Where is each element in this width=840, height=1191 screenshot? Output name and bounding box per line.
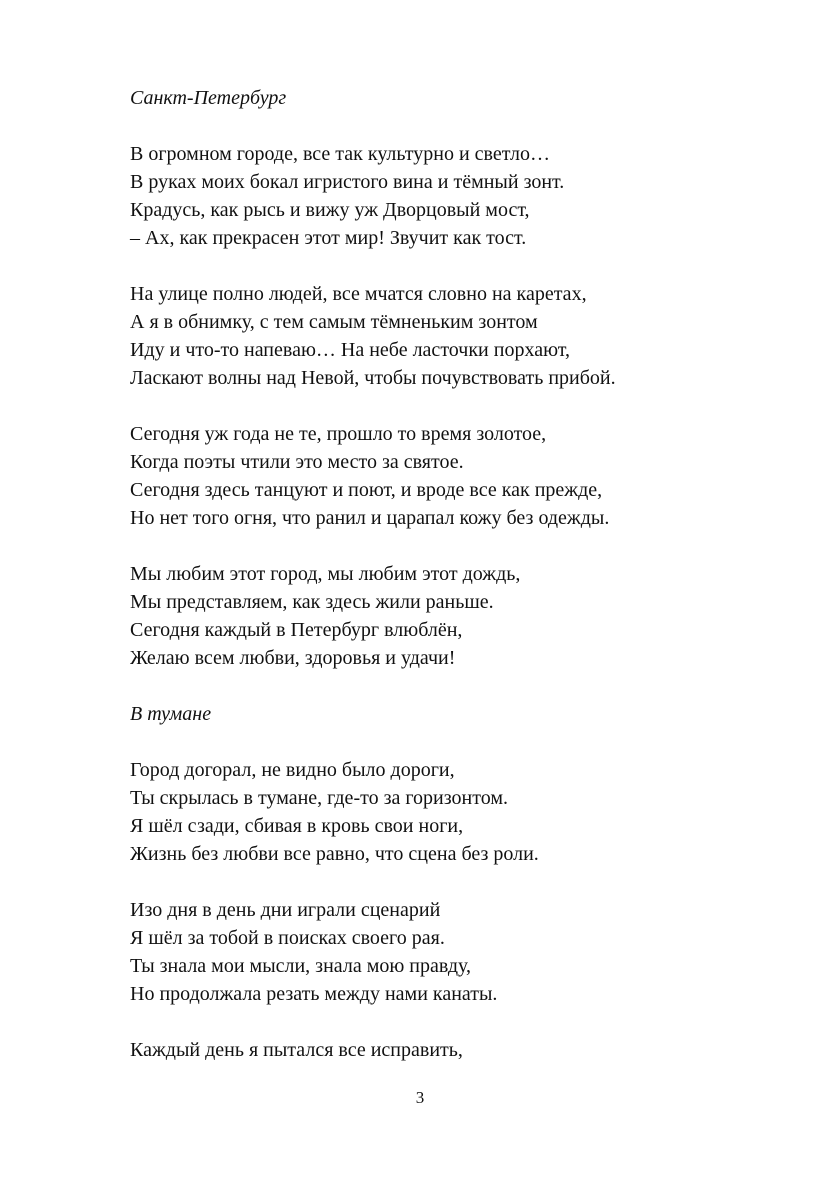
poem-line: Ты знала мои мысли, знала мою правду, — [130, 955, 471, 977]
poem-title: В тумане — [130, 703, 212, 725]
stanza-gap — [130, 532, 810, 560]
stanza-gap — [130, 868, 810, 896]
poem-line: Жизнь без любви все равно, что сцена без роли. — [130, 843, 539, 865]
poem-line: Но нет того огня, что ранил и царапал кожу без одежды. — [130, 507, 610, 529]
poem-line: Мы представляем, как здесь жили раньше. — [130, 591, 494, 613]
poem-line: – Ах, как прекрасен этот мир! Звучит как тост. — [130, 227, 527, 249]
poem-line: Я шёл сзади, сбивая в кровь свои ноги, — [130, 815, 464, 837]
stanza — [130, 756, 810, 868]
stanza-gap — [130, 392, 810, 420]
poem-line: Я шёл за тобой в поисках своего рая. — [130, 927, 445, 949]
stanza-gap — [130, 728, 810, 756]
stanza — [130, 140, 810, 252]
stanza — [130, 560, 810, 672]
poem-line: Крадусь, как рысь и вижу уж Дворцовый мост, — [130, 199, 530, 221]
poem-line: В огромном городе, все так культурно и светло… — [130, 143, 550, 165]
stanza — [130, 420, 810, 532]
stanza-gap — [130, 252, 810, 280]
poem-line: Иду и что-то напеваю… На небе ласточки порхают, — [130, 339, 570, 361]
poem-line: Когда поэты чтили это место за святое. — [130, 451, 464, 473]
poem-line: Сегодня каждый в Петербург влюблён, — [130, 619, 463, 641]
stanza — [130, 280, 810, 392]
page-content — [130, 84, 810, 1064]
poem-line: На улице полно людей, все мчатся словно на каретах, — [130, 283, 587, 305]
stanza-gap — [130, 672, 810, 700]
poem-line: Мы любим этот город, мы любим этот дождь, — [130, 563, 521, 585]
poem-line: Желаю всем любви, здоровья и удачи! — [130, 647, 456, 669]
poem-line: Изо дня в день дни играли сценарий — [130, 899, 441, 921]
poem-line: А я в обнимку, с тем самым тёмненьким зонтом — [130, 311, 538, 333]
stanza — [130, 896, 810, 1008]
poem-line: Ласкают волны над Невой, чтобы почувствовать прибой. — [130, 367, 616, 389]
poem-line: Сегодня уж года не те, прошло то время золотое, — [130, 423, 547, 445]
stanza-gap — [130, 112, 810, 140]
stanza-gap — [130, 1008, 810, 1036]
poem-line: Ты скрылась в тумане, где-то за горизонтом. — [130, 787, 508, 809]
poem-title: Санкт-Петербург — [130, 87, 287, 109]
poem-line: В руках моих бокал игристого вина и тёмный зонт. — [130, 171, 565, 193]
poem-line: Сегодня здесь танцуют и поют, и вроде все как прежде, — [130, 479, 603, 501]
poem-line: Город догорал, не видно было дороги, — [130, 759, 455, 781]
stanza — [130, 1036, 810, 1064]
page-number: 3 — [415, 1088, 425, 1107]
poem-line: Каждый день я пытался все исправить, — [130, 1039, 463, 1061]
poem-line: Но продолжала резать между нами канаты. — [130, 983, 498, 1005]
